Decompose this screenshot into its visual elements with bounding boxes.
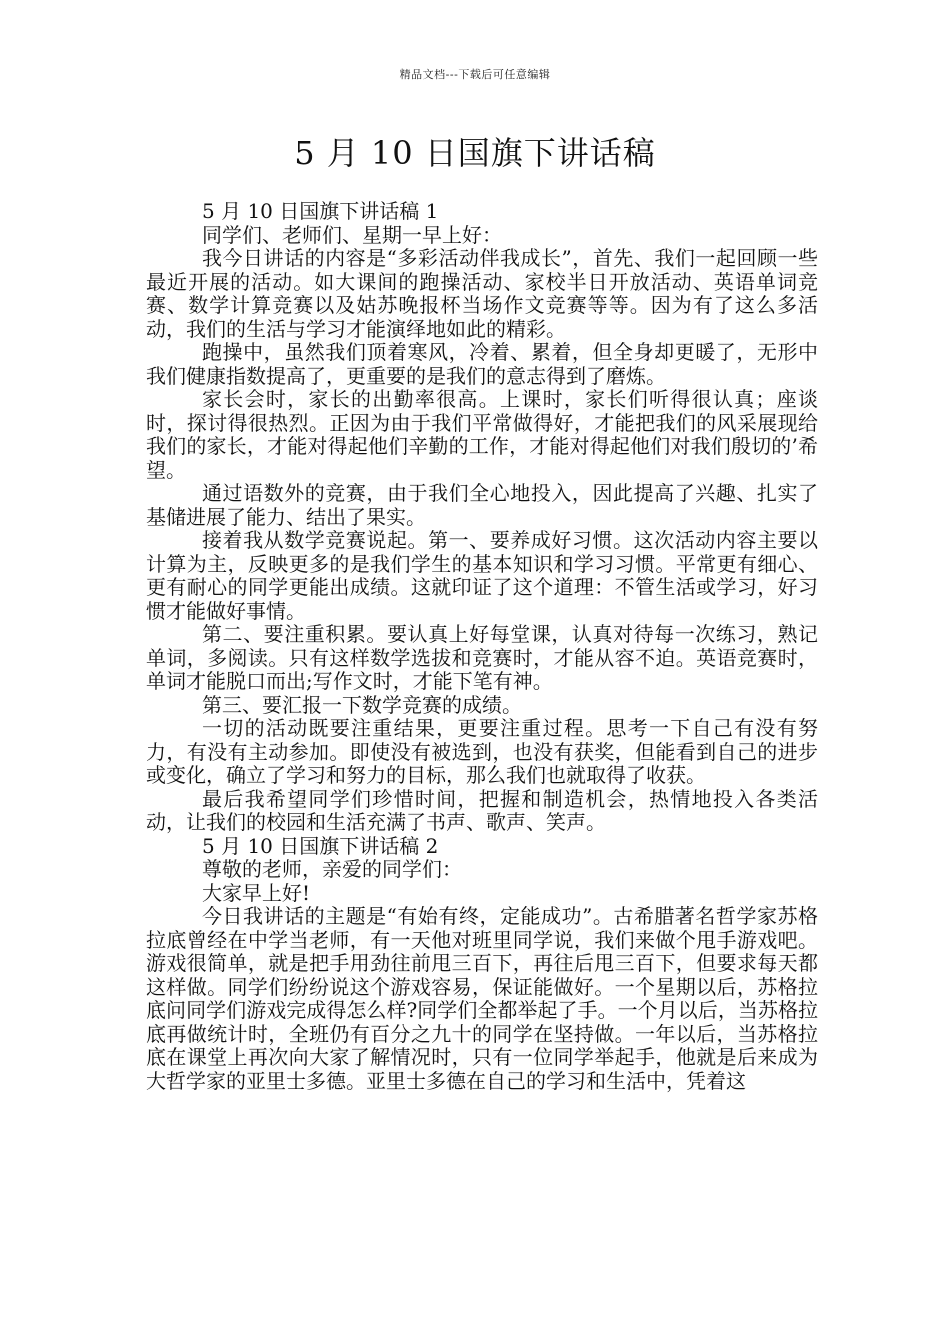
paragraph: 跑操中，虽然我们顶着寒风，冷着、累着，但全身却更暖了，无形中我们健康指数提高了，更重要的是我们的意志得到了磨炼。 xyxy=(146,340,818,388)
greeting: 尊敬的老师，亲爱的同学们： xyxy=(202,857,462,881)
section-heading-2: 5 月 10 日国旗下讲话稿 2 xyxy=(202,833,439,858)
paragraph: 家长会时，家长的出勤率很高。上课时，家长们听得很认真；座谈时，探讨得很热烈。正因为由于我们平常做得好，才能把我们的风采展现给我们的家长，才能对得起他们辛勤的工作，才能对得起他们对我们殷切的’希望。 xyxy=(146,387,818,482)
paragraph: 第二、要注重积累。要认真上好每堂课，认真对待每一次练习，熟记单词，多阅读。只有这样数学选拔和竞赛时，才能从容不迫。英语竞赛时，单词才能脱口而出;写作文时，才能下笔有神。 xyxy=(146,622,818,693)
paragraph: 我今日讲话的内容是“多彩活动伴我成长”，首先、我们一起回顾一些最近开展的活动。如大课间的跑操活动、家校半日开放活动、英语单词竞赛、数学计算竞赛以及姑苏晚报杯当场作文竞赛等等。因为有了这么多活动，我们的生活与学习才能演绎地如此的精彩。 xyxy=(146,246,818,341)
document-body xyxy=(146,200,818,1093)
header-note: 精品文档---下载后可任意编辑 xyxy=(399,68,551,81)
paragraph: 一切的活动既要注重结果，更要注重过程。思考一下自己有没有努力，有没有主动参加。即使没有被选到，也没有获奖，但能看到自己的进步或变化，确立了学习和努力的目标，那么我们也就取得了收获。 xyxy=(146,716,818,787)
document-title: 5 月 10 日国旗下讲话稿 xyxy=(294,134,656,172)
greeting: 同学们、老师们、星期一早上好： xyxy=(202,222,502,247)
section-heading-1: 5 月 10 日国旗下讲话稿 1 xyxy=(202,199,439,223)
paragraph: 接着我从数学竞赛说起。第一、要养成好习惯。这次活动内容主要以计算为主，反映更多的是我们学生的基本知识和学习习惯。平常更有细心、更有耐心的同学更能出成绩。这就印证了这个道理：不管生活或学习，好习惯才能做好事情。 xyxy=(146,528,818,623)
greeting: 大家早上好! xyxy=(202,880,311,905)
paragraph: 最后我希望同学们珍惜时间，把握和制造机会，热情地投入各类活动，让我们的校园和生活充满了书声、歌声、笑声。 xyxy=(146,786,818,834)
paragraph: 今日我讲话的主题是“有始有终，定能成功”。古希腊著名哲学家苏格拉底曾经在中学当老师，有一天他对班里同学说，我们来做个甩手游戏吧。游戏很简单，就是把手用劲往前甩三百下，再往后甩三百下，但要求每天都这样做。同学们纷纷说这个游戏容易，保证能做好。一个星期以后，苏格拉底问同学们游戏完成得怎么样?同学们全都举起了手。一个月以后，当苏格拉底再做统计时，全班仍有百分之九十的同学在坚持做。一年以后，当苏格拉底在课堂上再次向大家了解情况时，只有一位同学举起手，他就是后来成为大哲学家的亚里士多德。亚里士多德在自己的学习和生活中，凭着这 xyxy=(146,904,818,1093)
paragraph: 第三、要汇报一下数学竞赛的成绩。 xyxy=(202,692,522,717)
paragraph: 通过语数外的竞赛，由于我们全心地投入，因此提高了兴趣、扎实了基储进展了能力、结出了果实。 xyxy=(146,481,818,529)
